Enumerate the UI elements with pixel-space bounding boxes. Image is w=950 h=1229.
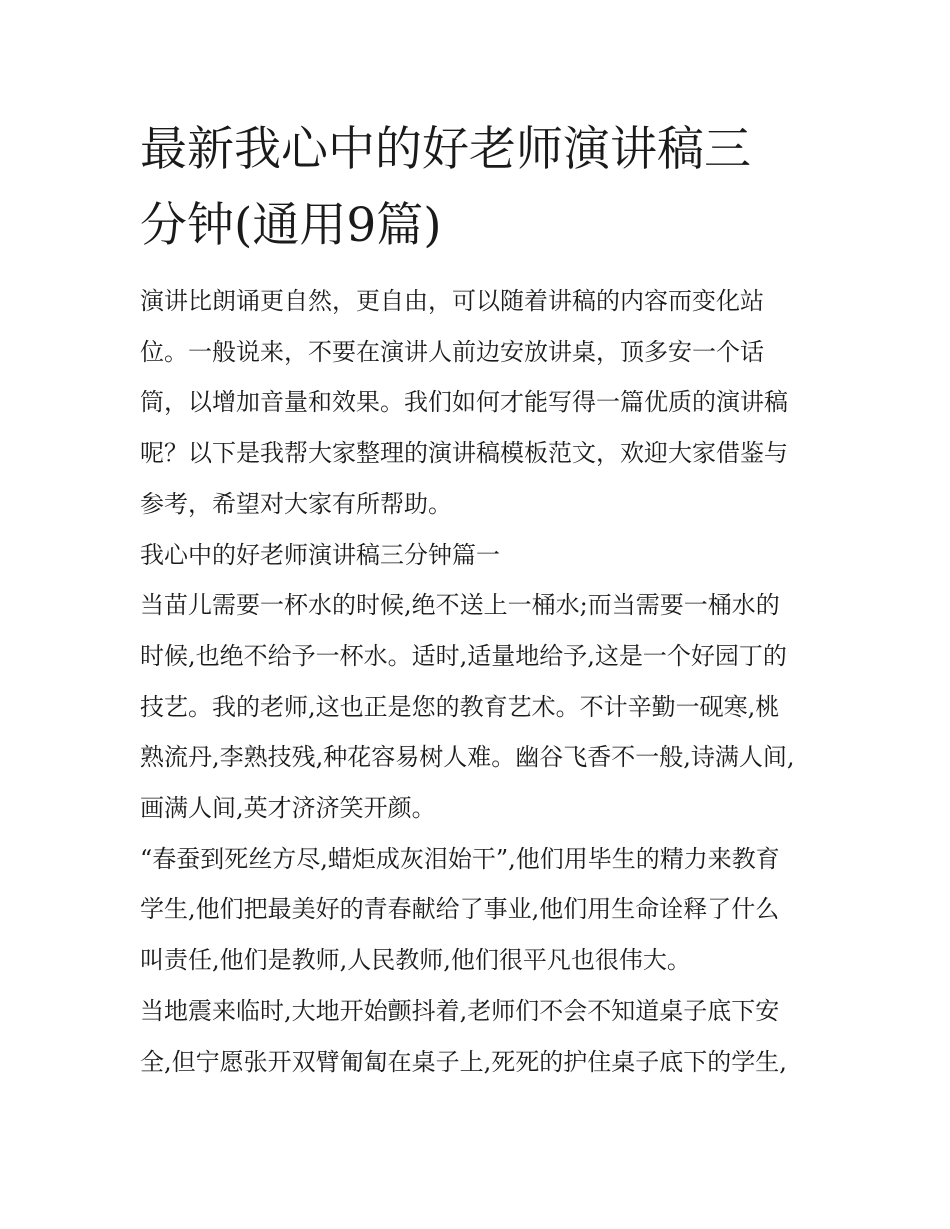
body-paragraph (140, 580, 820, 834)
text-line: 学生,他们把最美好的青春献给了事业,他们用生命诠释了什么 (140, 895, 780, 924)
text-line: 全,但宁愿张开双臂匍匐在桌子上,死死的护住桌子底下的学生, (140, 1047, 787, 1076)
text-line: 时候,也绝不给予一杯水。适时,适量地给予,这是一个好园丁的 (140, 641, 787, 670)
text-line: 呢？以下是我帮大家整理的演讲稿模板范文，欢迎大家借鉴与 (140, 439, 788, 468)
text-line: 当地震来临时,大地开始颤抖着,老师们不会不知道桌子底下安 (140, 996, 780, 1025)
document-body (140, 112, 820, 1087)
text-line: “春蚕到死丝方尽,蜡炬成灰泪始干”,他们用毕生的精力来教育 (140, 844, 780, 873)
text-line: 筒，以增加音量和效果。我们如何才能写得一篇优质的演讲稿 (140, 388, 788, 417)
body-paragraph (140, 834, 820, 986)
text-line: 位。一般说来，不要在演讲人前边安放讲桌，顶多安一个话 (140, 337, 764, 366)
document-title (140, 112, 820, 264)
text-line: 参考，希望对大家有所帮助。 (140, 489, 452, 518)
text-line: 叫责任,他们是教师,人民教师,他们很平凡也很伟大。 (140, 946, 691, 975)
title-spacing (140, 264, 820, 276)
intro-paragraph (140, 276, 820, 530)
text-line: 演讲比朗诵更自然，更自由，可以随着讲稿的内容而变化站 (140, 287, 764, 315)
text-line: 当苗儿需要一杯水的时候,绝不送上一桶水;而当需要一桶水的 (140, 591, 780, 620)
title-line: 分钟(通用9篇) (140, 198, 442, 253)
body-paragraph (140, 986, 820, 1087)
section-heading (140, 530, 820, 581)
title-line: 最新我心中的好老师演讲稿三 (140, 122, 751, 177)
text-line: 技艺。我的老师,这也正是您的教育艺术。不计辛勤一砚寒,桃 (140, 692, 780, 721)
text-line: 熟流丹,李熟技残,种花容易树人难。幽谷飞香不一般,诗满人间, (140, 743, 795, 772)
text-line: 画满人间,英才济济笑开颜。 (140, 794, 436, 823)
text-line: 我心中的好老师演讲稿三分钟篇一 (140, 540, 500, 569)
